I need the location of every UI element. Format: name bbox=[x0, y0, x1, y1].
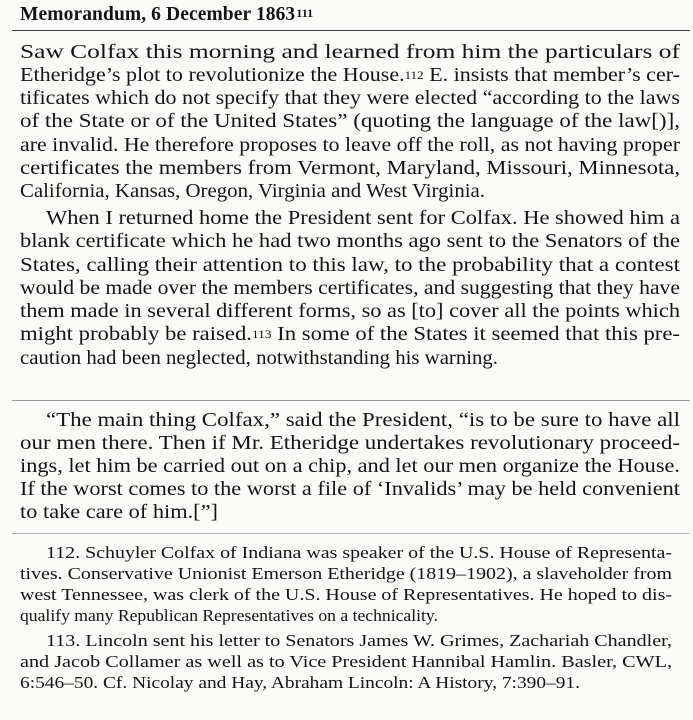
body-line: certificates the members from Vermont, Maryland, Missouri, Minnesota, bbox=[20, 158, 680, 179]
scan-divider bbox=[12, 400, 690, 401]
heading-note-ref: 111 bbox=[296, 6, 314, 20]
memorandum-heading bbox=[20, 4, 313, 26]
heading-text: Memorandum, 6 December 1863 bbox=[20, 4, 296, 25]
body-line: our men there. Then if Mr. Etheridge undertakes revolutionary proceed- bbox=[20, 433, 680, 454]
body-line: If the worst comes to the worst a file of ‘Invalids’ may be held convenient bbox=[20, 479, 680, 500]
body-line: California, Kansas, Oregon, Virginia and West Virginia. bbox=[20, 181, 485, 202]
body-line: When I returned home the President sent for Colfax. He showed him a bbox=[46, 208, 680, 229]
footnote-ref-113: 113 bbox=[251, 329, 272, 341]
body-line: caution had been neglected, notwithstanding his warning. bbox=[20, 348, 498, 369]
body-line: ings, let him be carried out on a chip, and let our men organize the House. bbox=[20, 456, 680, 477]
footnote-rule bbox=[12, 533, 690, 534]
body-line: might probably be raised.$^{113}$ In some of the States it seemed that this pre- bbox=[20, 324, 680, 345]
body-line: them made in several different forms, so as [to] cover all the points which bbox=[20, 301, 680, 322]
body-line: would be made over the members certificates, and suggesting that they have bbox=[20, 278, 680, 299]
footnote-line: qualify many Republican Representatives on a technicality. bbox=[20, 606, 438, 625]
footnote-line: tives. Conservative Unionist Emerson Etheridge (1819–1902), a slaveholder from bbox=[20, 564, 672, 583]
body-line: States, calling their attention to this law, to the probability that a contest bbox=[20, 255, 680, 276]
body-line: to take care of him.[”] bbox=[20, 502, 219, 523]
body-line: Etheridge’s plot to revolutionize the House.$^{112}$ E. insists that member’s cer- bbox=[20, 65, 680, 86]
heading-rule bbox=[12, 30, 690, 31]
footnote-line: 6:546–50. Cf. Nicolay and Hay, Abraham Lincoln: A History, 7:390–91. bbox=[20, 673, 580, 692]
footnote-line: and Jacob Collamer as well as to Vice President Hannibal Hamlin. Basler, CWL, bbox=[20, 652, 673, 671]
footnote-ref-112: 112 bbox=[404, 70, 424, 82]
body-line: of the State or of the United States” (quoting the language of the law[)], bbox=[20, 111, 680, 132]
body-line: are invalid. He therefore proposes to leave off the roll, as not having proper bbox=[20, 135, 680, 156]
body-line: tificates which do not specify that they were elected “according to the laws bbox=[20, 88, 680, 109]
footnote-line: 112. Schuyler Colfax of Indiana was speaker of the U.S. House of Representa- bbox=[46, 543, 672, 562]
footnote-line: west Tennessee, was clerk of the U.S. House of Representatives. He hoped to dis- bbox=[20, 585, 672, 604]
body-line: blank certificate which he had two months ago sent to the Senators of the bbox=[20, 231, 680, 252]
body-line: Saw Colfax this morning and learned from him the particulars of bbox=[20, 42, 680, 63]
footnote-line: 113. Lincoln sent his letter to Senators James W. Grimes, Zachariah Chandler, bbox=[46, 631, 672, 650]
body-line: “The main thing Colfax,” said the President, “is to be sure to have all bbox=[46, 410, 680, 431]
